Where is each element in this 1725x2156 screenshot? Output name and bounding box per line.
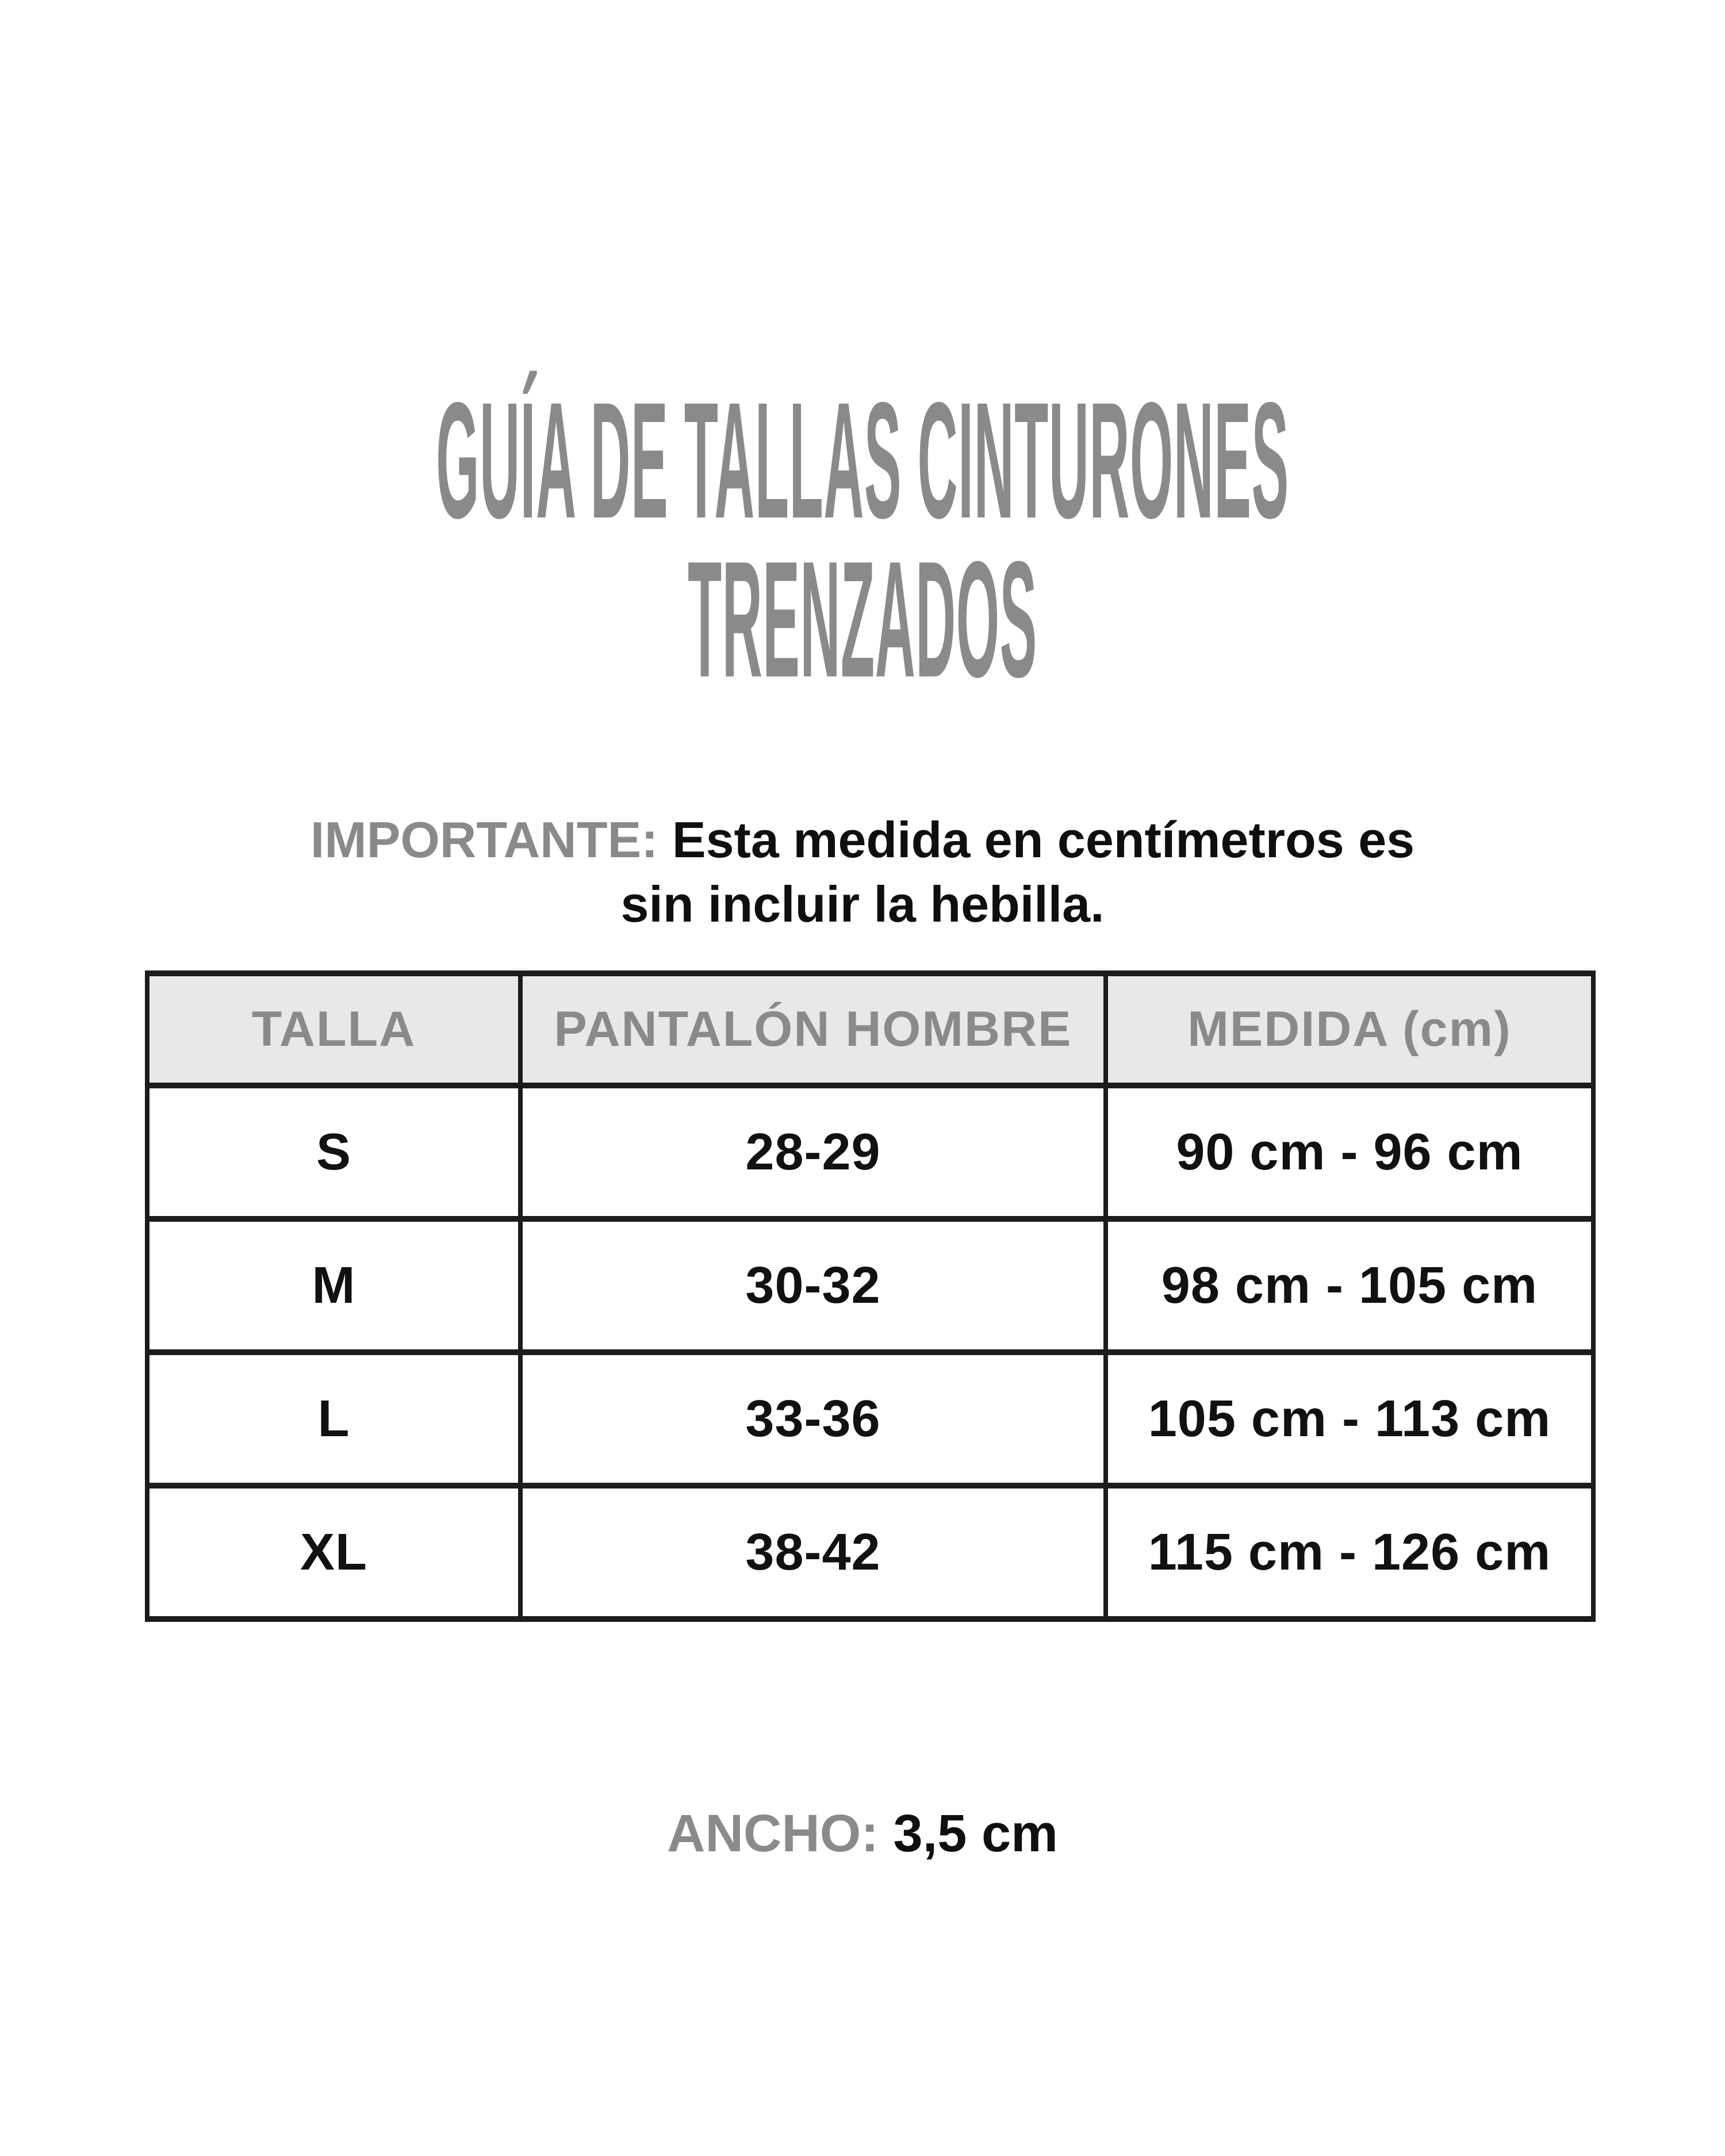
size-table (145, 970, 1596, 1622)
important-note-line1 (310, 811, 1414, 868)
cell-pantalon: 30-32 (520, 1219, 1106, 1352)
size-table-head (147, 973, 1593, 1085)
cell-talla: S (147, 1085, 520, 1219)
table-row-s (147, 1085, 1593, 1219)
important-note-line2: sin incluir la hebilla. (620, 876, 1105, 933)
important-note (0, 808, 1725, 937)
cell-medida: 98 cm - 105 cm (1106, 1219, 1593, 1352)
important-note-text: Esta medida en centímetros es (672, 811, 1415, 868)
table-row-l (147, 1352, 1593, 1486)
header-cell-medida: MEDIDA (cm) (1106, 973, 1593, 1085)
cell-talla: XL (147, 1486, 520, 1619)
page-title (306, 367, 1419, 712)
width-note-label: ANCHO: (667, 1804, 879, 1863)
size-table-body (147, 1085, 1593, 1619)
width-note-value: 3,5 cm (893, 1804, 1058, 1863)
table-row-m (147, 1219, 1593, 1352)
cell-medida: 115 cm - 126 cm (1106, 1486, 1593, 1619)
page-title-line1: GUÍA DE TALLAS CINTURONES (436, 367, 1289, 553)
cell-talla: L (147, 1352, 520, 1486)
cell-medida: 90 cm - 96 cm (1106, 1085, 1593, 1219)
header-cell-pantalon: PANTALÓN HOMBRE (520, 973, 1106, 1085)
table-row-xl (147, 1486, 1593, 1619)
header-row (147, 973, 1593, 1085)
page-title-line2: TRENZADOS (688, 525, 1037, 712)
cell-medida: 105 cm - 113 cm (1106, 1352, 1593, 1486)
cell-pantalon: 28-29 (520, 1085, 1106, 1219)
important-note-label: IMPORTANTE: (310, 811, 658, 868)
width-note (0, 1802, 1725, 1865)
cell-pantalon: 33-36 (520, 1352, 1106, 1486)
cell-talla: M (147, 1219, 520, 1352)
cell-pantalon: 38-42 (520, 1486, 1106, 1619)
header-cell-talla: TALLA (147, 973, 520, 1085)
